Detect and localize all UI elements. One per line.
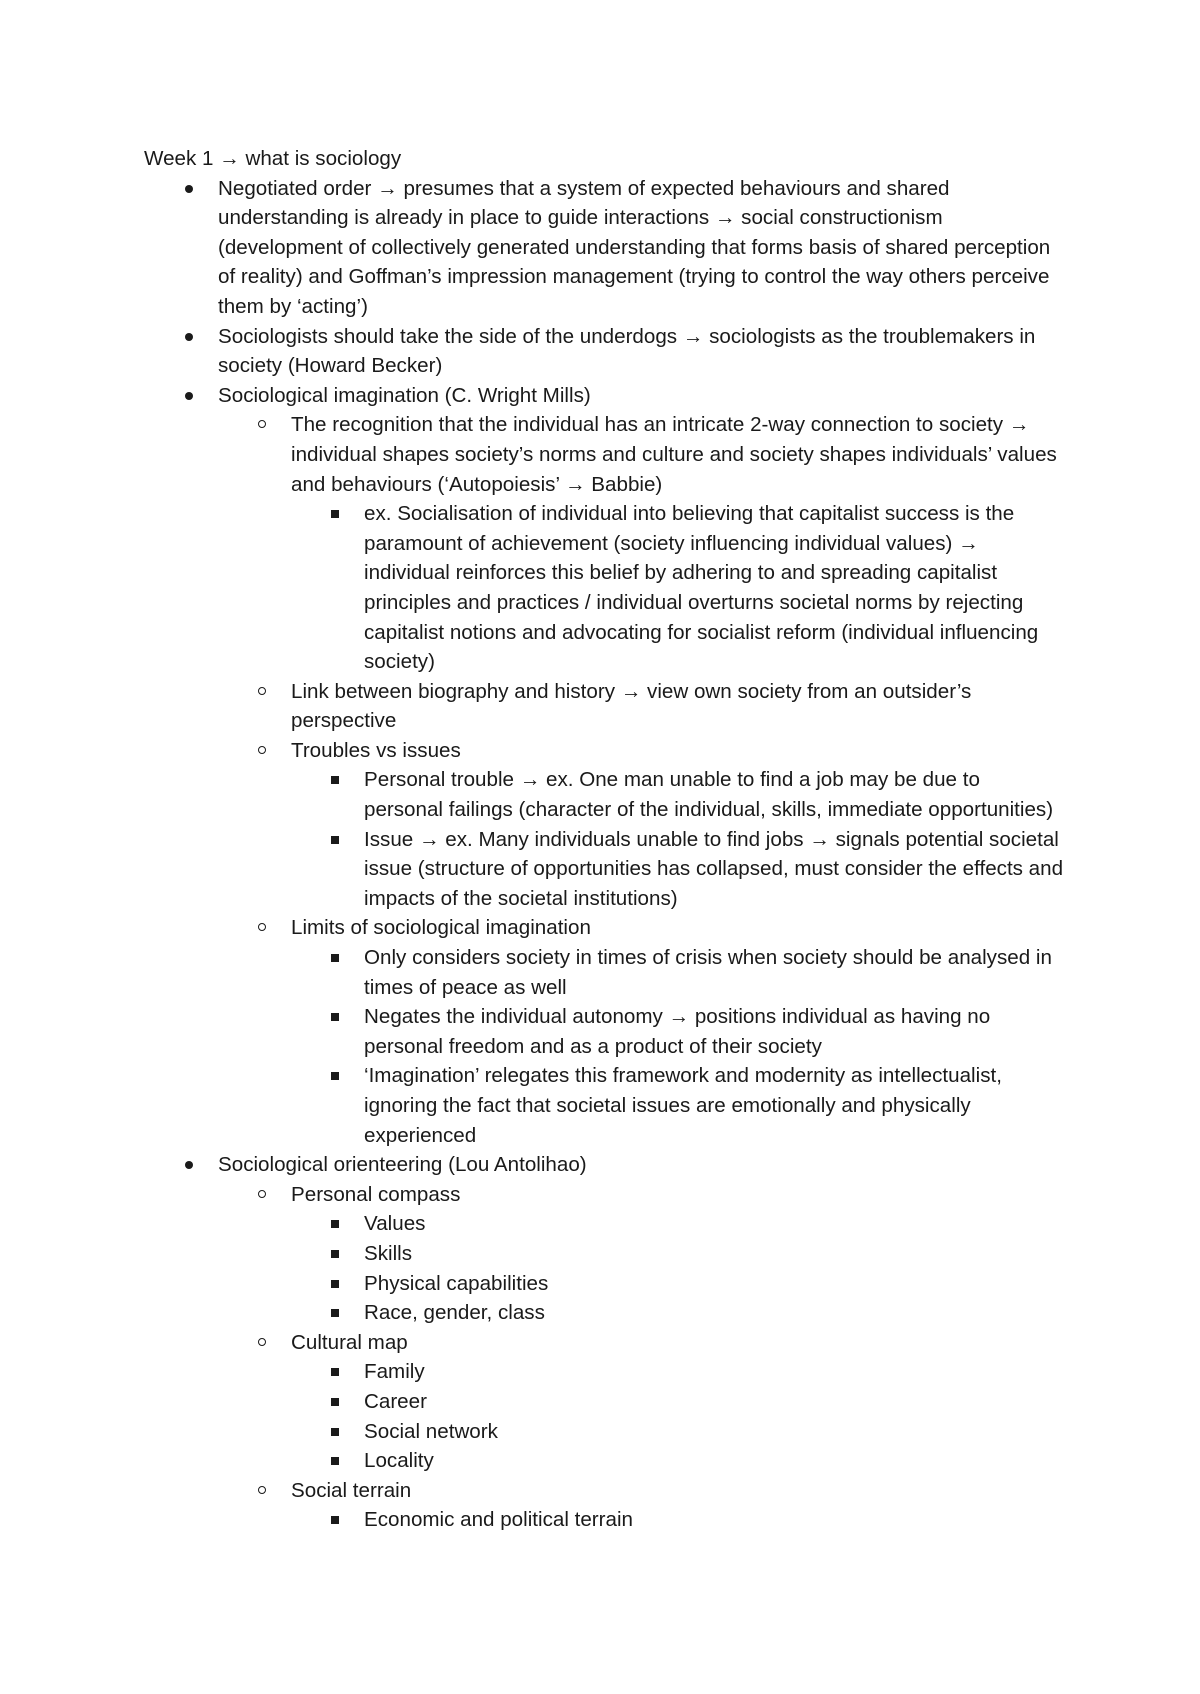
square-bullet-icon [331,836,339,844]
sub-sub-list-item-text: Career [364,1389,427,1413]
disc-bullet-icon [185,1161,193,1169]
sub-sub-list-item-text: ex. Socialisation of individual into believing that capitalist success is the paramount of achievement (society influencing individual values) → individual reinforces this belief by adhering to and spreading capitalist principles and practices / individual overturns societal norms by rejecting capitalist notions and advocating for socialist reform (individual influencing society) [364,502,1039,674]
sub-sub-list [291,765,1064,913]
list-item-text: Sociologists should take the side of the underdogs → sociologists as the troublemakers in society (Howard Becker) [218,324,1036,378]
sub-sub-list-item [291,1269,1064,1299]
disc-bullet-icon [185,392,193,400]
square-bullet-icon [331,1250,339,1258]
sub-sub-list-item-text: Negates the individual autonomy → positions individual as having no personal freedom and as a product of their society [364,1005,991,1058]
sub-sub-list-item [291,1446,1064,1476]
circle-bullet-icon [258,746,266,754]
sub-sub-list-item [291,1061,1064,1150]
list-item-text: Negotiated order → presumes that a system of expected behaviours and shared understanding is already in place to guide interactions → social constructionism (development of collectively generated understanding that forms basis of shared perception of reality) and Goffman’s impression management (trying to control the way others perceive them by ‘acting’) [218,176,1051,318]
circle-bullet-icon [258,923,266,931]
sub-sub-list-item-text: Personal trouble → ex. One man unable to find a job may be due to personal failings (character of the individual, skills, immediate opportunities) [364,768,1054,822]
sub-sub-list-item-text: Race, gender, class [364,1301,545,1325]
sub-sub-list-item [291,765,1064,824]
square-bullet-icon [331,1220,339,1228]
sub-list-item-text: Personal compass [291,1182,461,1206]
list-item [144,381,1064,1150]
sub-sub-list-item [291,1298,1064,1328]
document-heading: Week 1 → what is sociology [144,147,402,170]
sub-list-item [218,677,1064,736]
sub-sub-list-item [291,499,1064,677]
sub-sub-list-item [291,1387,1064,1417]
circle-bullet-icon [258,1486,266,1494]
sub-sub-list-item-text: Only considers society in times of crisis when society should be analysed in times of peace as well [364,946,1052,999]
square-bullet-icon [331,1516,339,1524]
sub-sub-list-item [291,825,1064,914]
sub-sub-list-item-text: Issue → ex. Many individuals unable to find jobs → signals potential societal issue (structure of opportunities has collapsed, must consider the effects and impacts of the societal institutions) [364,827,1064,910]
sub-sub-list-item [291,943,1064,1002]
square-bullet-icon [331,1072,339,1080]
sub-list-item-text: Link between biography and history → view own society from an outsider’s perspective [291,679,972,733]
square-bullet-icon [331,1368,339,1376]
circle-bullet-icon [258,420,266,428]
list-item [144,1150,1064,1535]
circle-bullet-icon [258,1338,266,1346]
square-bullet-icon [331,1280,339,1288]
sub-list-item-text: Social terrain [291,1478,412,1502]
circle-bullet-icon [258,687,266,695]
sub-list-item [218,736,1064,914]
sub-sub-list-item [291,1209,1064,1239]
document-page [144,144,1064,1535]
sub-sub-list-item-text: Economic and political terrain [364,1508,633,1532]
sub-list-item-text: The recognition that the individual has an intricate 2-way connection to society → individual shapes society’s norms and culture and society shapes individuals’ values and behaviours (‘Autopoiesis’ → Babbie) [291,413,1057,496]
square-bullet-icon [331,1398,339,1406]
sub-sub-list-item-text: ‘Imagination’ relegates this framework and modernity as intellectualist, ignoring the fact that societal issues are emotionally and physically experienced [364,1064,1002,1147]
sub-sub-list-item-text: Social network [364,1419,498,1443]
sub-sub-list-item [291,1505,1064,1535]
sub-list-item [218,1476,1064,1535]
sub-list-item-text: Troubles vs issues [291,738,461,762]
disc-bullet-icon [185,333,193,341]
bullet-list [144,174,1064,1535]
square-bullet-icon [331,1309,339,1317]
sub-sub-list [291,1505,1064,1535]
circle-bullet-icon [258,1190,266,1198]
sub-list [218,1180,1064,1535]
sub-list-item [218,1180,1064,1328]
sub-sub-list [291,499,1064,677]
square-bullet-icon [331,1457,339,1465]
square-bullet-icon [331,954,339,962]
sub-sub-list [291,943,1064,1150]
sub-list-item-text: Limits of sociological imagination [291,916,591,940]
sub-sub-list-item-text: Family [364,1360,425,1384]
square-bullet-icon [331,1013,339,1021]
square-bullet-icon [331,510,339,518]
square-bullet-icon [331,1428,339,1436]
list-item [144,174,1064,322]
list-item [144,322,1064,381]
sub-sub-list-item-text: Values [364,1212,426,1236]
sub-sub-list-item-text: Locality [364,1449,434,1473]
sub-sub-list [291,1209,1064,1327]
sub-sub-list-item-text: Physical capabilities [364,1271,549,1295]
sub-list-item-text: Cultural map [291,1330,408,1354]
sub-sub-list-item-text: Skills [364,1241,413,1265]
sub-list-item [218,913,1064,1150]
list-item-text: Sociological orienteering (Lou Antolihao) [218,1153,587,1177]
square-bullet-icon [331,776,339,784]
list-item-text: Sociological imagination (C. Wright Mills) [218,383,591,407]
sub-sub-list-item [291,1417,1064,1447]
sub-sub-list-item [291,1002,1064,1061]
sub-list [218,410,1064,1150]
sub-sub-list-item [291,1357,1064,1387]
sub-list-item [218,410,1064,676]
sub-list-item [218,1328,1064,1476]
disc-bullet-icon [185,185,193,193]
sub-sub-list-item [291,1239,1064,1269]
sub-sub-list [291,1357,1064,1475]
